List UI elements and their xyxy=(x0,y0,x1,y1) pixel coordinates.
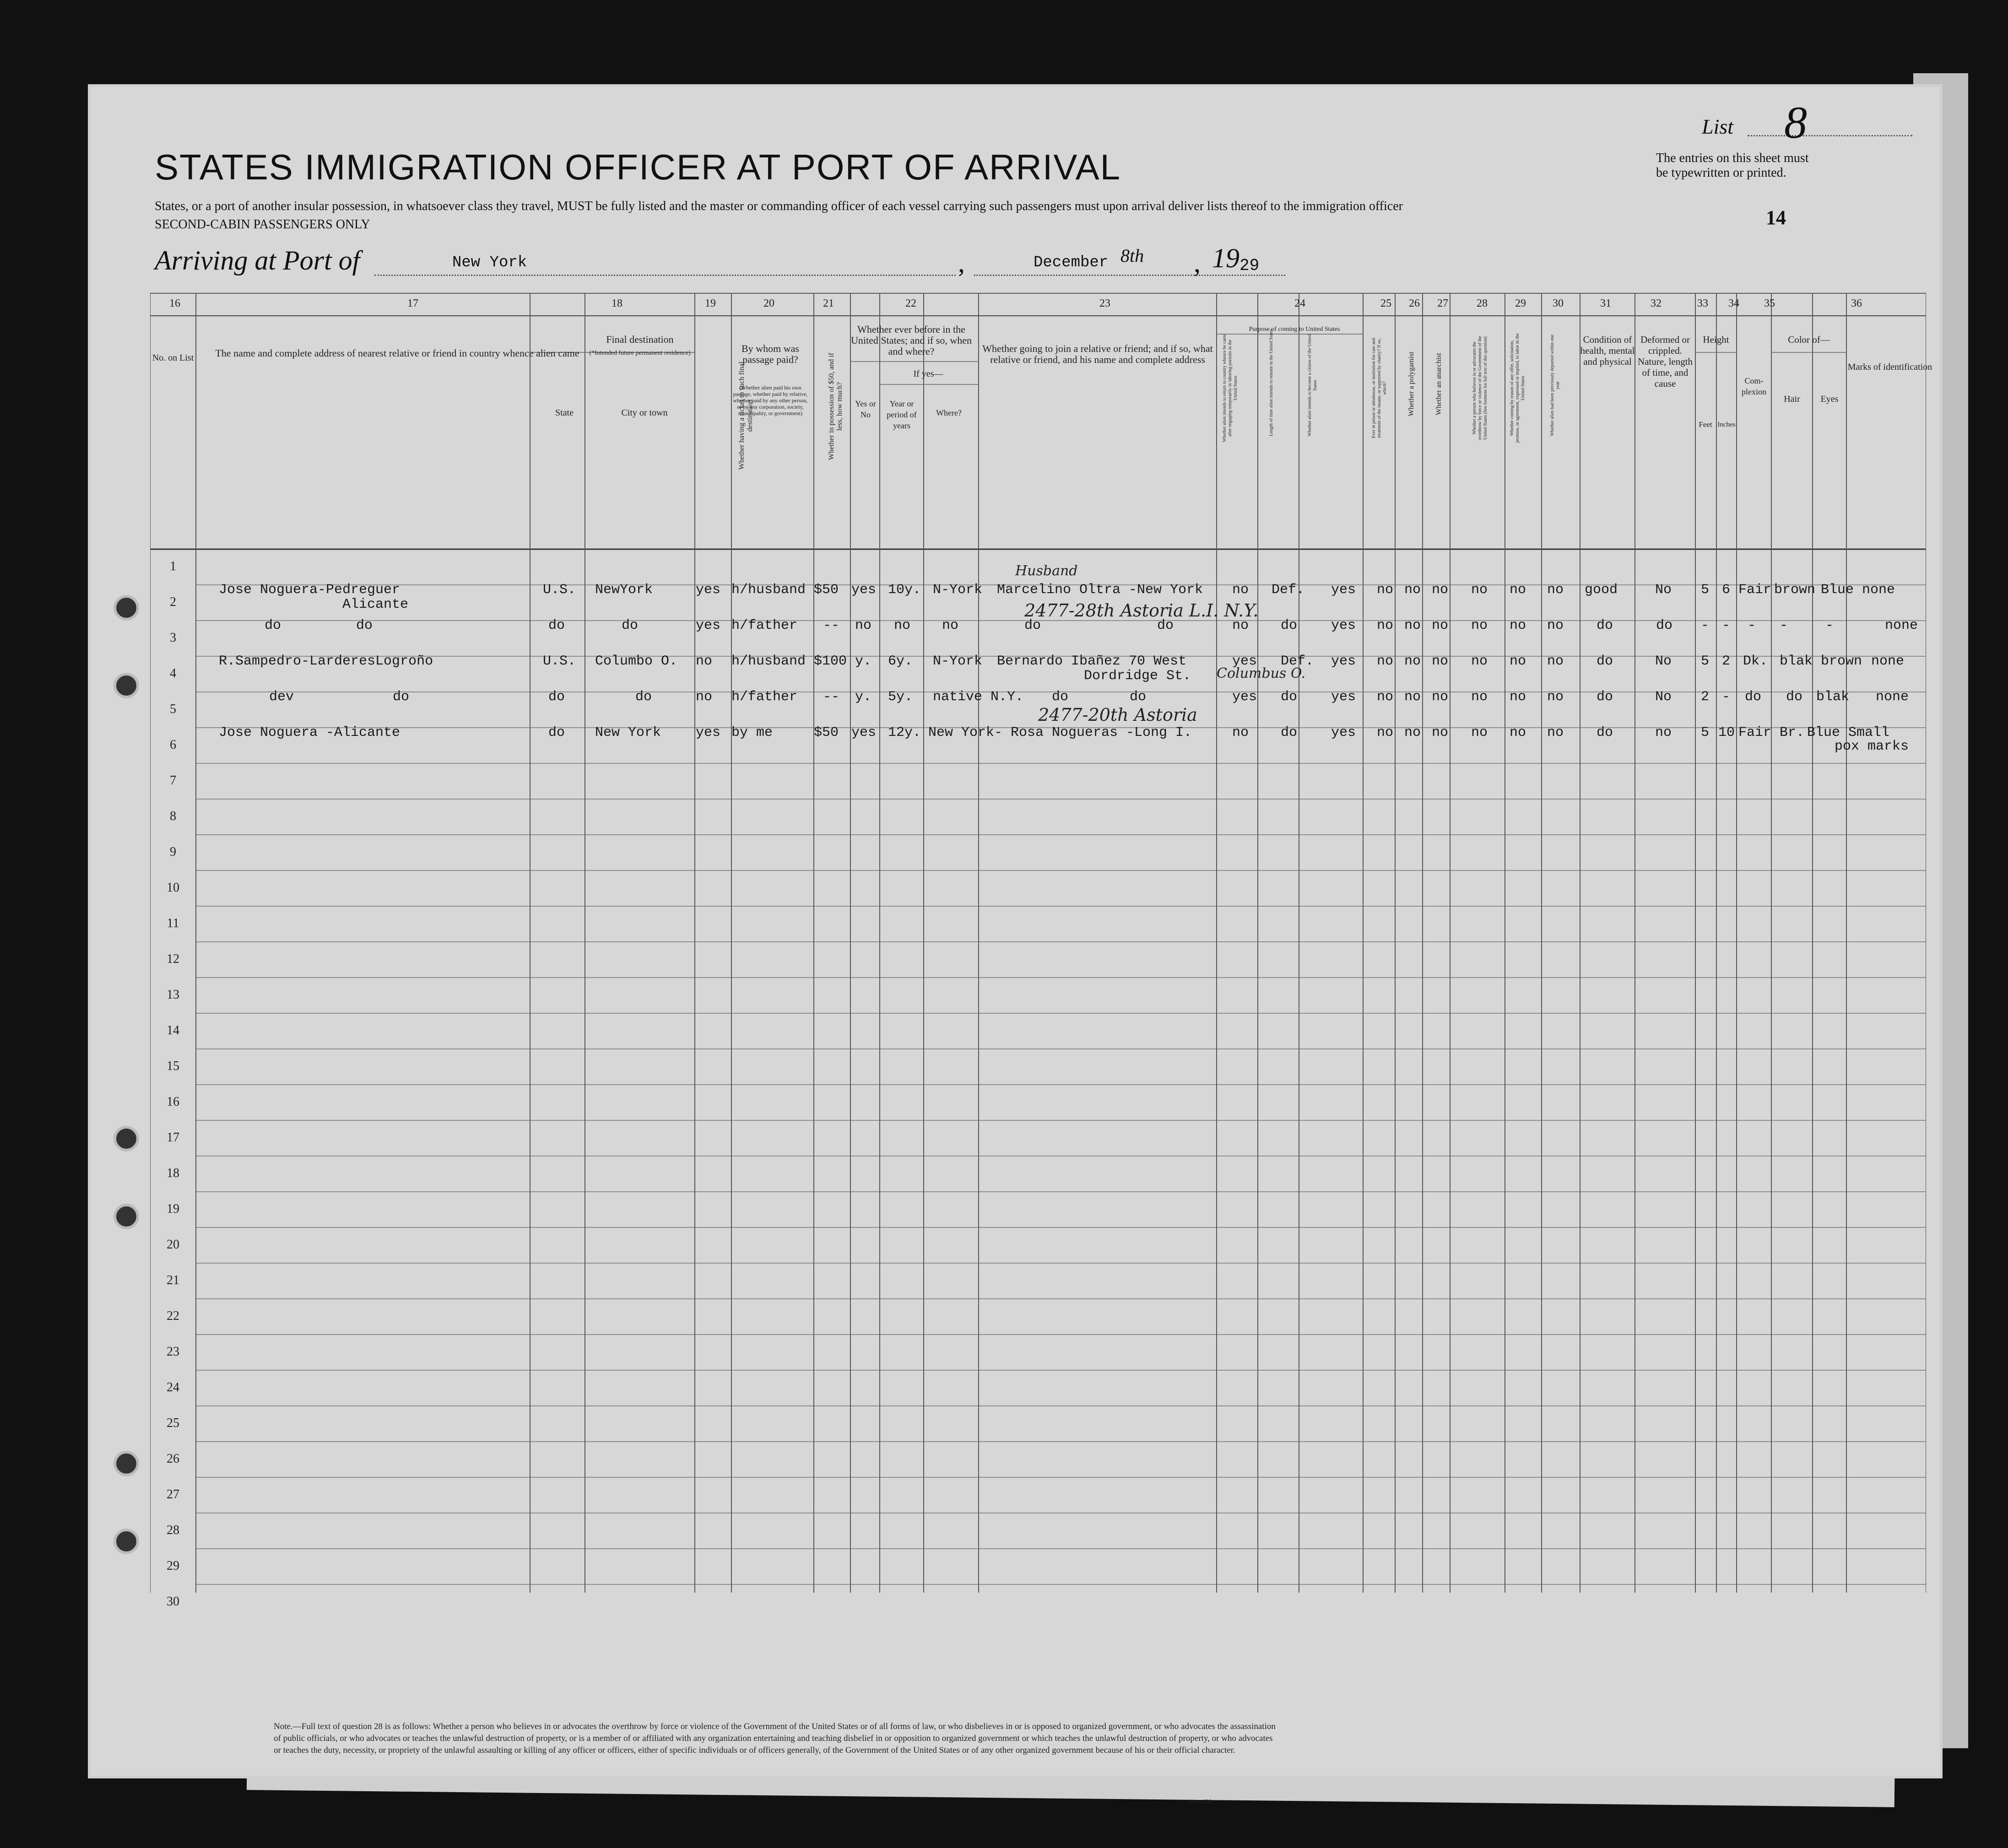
r2-citizen: yes xyxy=(1331,618,1356,633)
r2-q28: no xyxy=(1471,618,1488,633)
list-label: List xyxy=(1702,115,1734,138)
row-number: 25 xyxy=(167,1416,179,1430)
r3-where: N-York xyxy=(933,654,983,669)
header-where: Where? xyxy=(936,408,962,417)
r3-money: $100 xyxy=(814,654,847,669)
r4-inches: - xyxy=(1722,689,1731,705)
r4-q28: no xyxy=(1471,689,1488,705)
row-number: 8 xyxy=(170,809,176,823)
r2-return: no xyxy=(1232,618,1249,633)
r5-city: New York xyxy=(595,725,661,740)
r5-anarchist: no xyxy=(1432,725,1449,740)
binder-hole xyxy=(114,673,139,698)
header-marks: Marks of identification xyxy=(1847,362,1932,372)
row-number: 1 xyxy=(170,559,176,573)
r2-inches: - xyxy=(1722,618,1731,633)
r1-city: NewYork xyxy=(595,582,653,598)
r2-health: do xyxy=(1597,618,1613,633)
header-purpose-citizen: Whether alien intends to become a citizen of the United States xyxy=(1307,334,1318,437)
r4-length: do xyxy=(1281,689,1298,705)
port-underline xyxy=(374,275,956,276)
header-by-whom: By whom was passage paid? xyxy=(741,343,799,365)
r2-eyes: - xyxy=(1825,618,1834,633)
r3-paid: h/husband xyxy=(731,654,806,669)
r2-marks: none xyxy=(1885,618,1918,633)
header-no-on-list: No. on List xyxy=(152,353,194,363)
header-purpose: Purpose of coming to United States xyxy=(1249,326,1340,333)
col-num-27: 27 xyxy=(1437,297,1448,309)
page-title: STATES IMMIGRATION OFFICER AT PORT OF ARRIVAL xyxy=(155,147,1121,187)
header-hair: Hair xyxy=(1784,394,1800,404)
header-deformed: Deformed or crippled. Nature, length of time, and cause xyxy=(1637,334,1693,389)
r1-length: Def. xyxy=(1272,582,1305,598)
row-number: 16 xyxy=(167,1095,179,1109)
r5-q28: no xyxy=(1471,725,1488,740)
r2-hair: - xyxy=(1780,618,1788,633)
r3-relative: R.Sampedro-LarderesLogroño xyxy=(219,654,433,669)
r5-feet: 5 xyxy=(1701,725,1710,740)
col-num-29: 29 xyxy=(1515,297,1526,309)
comma-2: , xyxy=(1194,248,1201,278)
row-number: 26 xyxy=(167,1452,179,1466)
header-purpose-return: Whether alien intends to return to country whence he came after engaging temporarily in laboring pursuits in the United States xyxy=(1222,334,1238,443)
col-num-34: 34 xyxy=(1728,297,1739,309)
row-number: 14 xyxy=(167,1023,179,1037)
r5-paid: by me xyxy=(731,725,773,740)
r2-q29: no xyxy=(1510,618,1526,633)
r5-citizen: yes xyxy=(1331,725,1356,740)
r1-years: 10y. xyxy=(888,582,921,598)
col-num-23: 23 xyxy=(1099,297,1110,309)
header-final-destination: Final destination xyxy=(606,334,674,345)
r5-years: 12y. xyxy=(888,725,921,740)
r5-marks: Small xyxy=(1848,725,1890,740)
header-purpose-length: Length of time alien intends to remain in the United States xyxy=(1269,329,1274,437)
row-number: 24 xyxy=(167,1380,179,1394)
r4-join: do xyxy=(1052,689,1069,705)
year-suffix: 29 xyxy=(1239,256,1260,275)
manifest-sheet xyxy=(91,87,1940,1805)
r1-relative-city: Alicante xyxy=(342,597,409,612)
year-prefix: 19 xyxy=(1212,243,1239,273)
header-state: State xyxy=(555,408,574,418)
r4-deformed: No xyxy=(1655,689,1672,705)
r2-money: -- xyxy=(823,618,840,633)
r5-return: no xyxy=(1232,725,1249,740)
r5-before: yes xyxy=(851,725,877,740)
header-height: Height xyxy=(1703,334,1729,345)
r1-join: Marcelino Oltra -New York xyxy=(997,582,1203,598)
r4-join-2: do xyxy=(1130,689,1147,705)
r3-length: Def. xyxy=(1281,654,1314,669)
r4-citizen: yes xyxy=(1331,689,1356,705)
r5-q29: no xyxy=(1510,725,1526,740)
header-q30: Whether alien had been previously deported within one year xyxy=(1550,335,1560,436)
r1-q28: no xyxy=(1471,582,1488,598)
header-feet: Feet xyxy=(1699,420,1712,429)
r1-paid: h/husband xyxy=(731,582,806,598)
r1-before: yes xyxy=(851,582,877,598)
date-underline xyxy=(974,275,1285,276)
table-grid-lines xyxy=(150,293,1926,1593)
r5-eyes: Blue xyxy=(1807,725,1840,740)
r4-feet: 2 xyxy=(1701,689,1710,705)
r5-polygamist: no xyxy=(1404,725,1421,740)
row-number: 28 xyxy=(167,1523,179,1537)
r4-eyes: blak xyxy=(1816,689,1850,705)
col-num-16: 16 xyxy=(169,297,180,309)
list-underline xyxy=(1748,135,1912,136)
r4-where: native N.Y. xyxy=(933,689,1024,705)
row-number: 11 xyxy=(167,916,179,930)
r2-join-2: do xyxy=(1157,618,1174,633)
row-number: 10 xyxy=(167,881,179,895)
r2-where: no xyxy=(942,618,959,633)
row-number: 23 xyxy=(167,1345,179,1359)
r1-anarchist: no xyxy=(1432,582,1449,598)
date-day: 8th xyxy=(1120,245,1144,266)
comma: , xyxy=(958,248,965,278)
r3-feet: 5 xyxy=(1701,654,1710,669)
r2-paid: h/father xyxy=(731,618,798,633)
col-num-26: 26 xyxy=(1409,297,1420,309)
r5-hair: Br. xyxy=(1780,725,1805,740)
arriving-label: Arriving at Port of xyxy=(155,245,360,276)
header-inches: Inches xyxy=(1717,421,1736,428)
header-year-period: Year or period of years xyxy=(887,399,917,430)
r2-deformed: do xyxy=(1656,618,1673,633)
r2-q30: no xyxy=(1547,618,1564,633)
col-num-25: 25 xyxy=(1380,297,1391,309)
r5-marks-2: pox marks xyxy=(1835,739,1909,754)
col-num-18: 18 xyxy=(612,297,622,309)
header-relative-address: The name and complete address of nearest relative or friend in country whence alien came xyxy=(215,347,579,359)
header-by-whom-note: (Whether alien paid his own passage, whether paid by relative, whether paid by any other person, or by any corporation, society, municipality, or government) xyxy=(733,384,808,416)
col-num-28: 28 xyxy=(1477,297,1488,309)
r5-prison: no xyxy=(1377,725,1394,740)
r5-join: Rosa Nogueras -Long I. xyxy=(1011,725,1192,740)
row-number: 5 xyxy=(170,702,176,716)
r3-citizen: yes xyxy=(1331,654,1356,669)
header-possession-50: Whether in possession of $50, and if less, how much? xyxy=(828,352,844,460)
r2-feet: - xyxy=(1701,618,1710,633)
row-number: 19 xyxy=(167,1202,179,1216)
r3-q30: no xyxy=(1547,654,1564,669)
r1-hair: brown xyxy=(1774,582,1816,598)
footnote-question-28: Note.—Full text of question 28 is as follows: Whether a person who believes in or advocates the overthrow by force or violence of the Government of the United States or of all forms of law, or who disbelieves in or is opposed to organized government, or who advocates the assassination of public officials, or who advocates or teaches the unlawful destruction of property, or is a member of or affiliated with any organization entertaining and teaching disbelief in or opposition to organized government or which teaches the unlawful destruction of property, or who advocates or teaches the duty, necessity, or propriety of the unlawful assaulting or killing of any officer or officers, either of specific individuals or of officers generally, of the Government of the United States or of any other organized government because of his or their official character. xyxy=(274,1722,1276,1755)
binder-hole xyxy=(114,1529,139,1554)
r3-state: U.S. xyxy=(543,654,576,669)
r3-health: do xyxy=(1597,654,1613,669)
r1-q29: no xyxy=(1510,582,1526,598)
date-month: December xyxy=(1034,254,1109,271)
r5-health: do xyxy=(1597,725,1613,740)
r2-polygamist: no xyxy=(1404,618,1421,633)
col-num-21: 21 xyxy=(823,297,834,309)
r5-ticket: yes xyxy=(696,725,721,740)
list-number: 8 xyxy=(1784,97,1807,148)
r4-polygamist: no xyxy=(1404,689,1421,705)
r1-state: U.S. xyxy=(543,582,576,598)
header-color-of: Color of— xyxy=(1788,334,1830,345)
r3-q29: no xyxy=(1510,654,1526,669)
col-num-30: 30 xyxy=(1553,297,1564,309)
r1-money: $50 xyxy=(814,582,839,598)
r3-ticket: no xyxy=(696,654,713,669)
binder-hole xyxy=(114,1204,139,1229)
r4-ticket: no xyxy=(696,689,713,705)
r4-years: 5y. xyxy=(888,689,913,705)
r1-relative: Jose Noguera-Pedreguer xyxy=(219,582,401,598)
r2-relative: do xyxy=(265,618,281,633)
r1-complexion: Fair xyxy=(1738,582,1772,598)
r3-years: 6y. xyxy=(888,654,913,669)
row-number: 30 xyxy=(167,1594,179,1609)
header-anarchist: Whether an anarchist xyxy=(1435,353,1443,415)
r1-marks: none xyxy=(1862,582,1895,598)
r5-q30: no xyxy=(1547,725,1564,740)
r4-before: y. xyxy=(855,689,872,705)
r1-q30: no xyxy=(1547,582,1564,598)
header-q29: Whether coming by reason of any offer, solicitation, promise, or agreement, expressed or implied, to labor in the United States xyxy=(1510,333,1526,443)
r2-anarchist: no xyxy=(1432,618,1449,633)
r4-health: do xyxy=(1597,689,1613,705)
header-final-destination-note: (*Intended future permanent residence) xyxy=(589,350,691,357)
header-complexion: Com-plexion xyxy=(1742,376,1766,396)
r5-deformed: no xyxy=(1655,725,1672,740)
r5-length: do xyxy=(1281,725,1298,740)
col-num-31: 31 xyxy=(1600,297,1611,309)
r1-prison: no xyxy=(1377,582,1394,598)
row-number: 9 xyxy=(170,845,176,859)
entries-note-2: be typewritten or printed. xyxy=(1656,166,1786,180)
binder-hole xyxy=(114,1126,139,1151)
row-number: 21 xyxy=(167,1273,179,1287)
header-if-yes: If yes— xyxy=(913,369,943,379)
r2-state: do xyxy=(548,618,565,633)
header-join-relative: Whether going to join a relative or friend; and if so, what relative or friend, and his name and complete address xyxy=(982,343,1213,365)
r2-before: no xyxy=(855,618,872,633)
r5-state: do xyxy=(548,725,565,740)
r3-before: y. xyxy=(855,654,872,669)
r3-inches: 2 xyxy=(1722,654,1731,669)
row-number: 29 xyxy=(167,1559,179,1573)
row-number: 3 xyxy=(170,631,176,645)
row-number: 2 xyxy=(170,595,176,609)
r4-complexion: do xyxy=(1745,689,1762,705)
row-number: 13 xyxy=(167,988,179,1002)
r1-deformed: No xyxy=(1655,582,1672,598)
r4-q29: no xyxy=(1510,689,1526,705)
r2-years: no xyxy=(894,618,911,633)
header-ticket: Whether having a ticket to such final destination xyxy=(738,361,754,470)
r5-where: New York- xyxy=(928,725,1003,740)
col-num-22: 22 xyxy=(905,297,916,309)
r5-money: $50 xyxy=(814,725,839,740)
header-condition: Condition of health, mental and physical xyxy=(1580,334,1635,367)
r4-q30: no xyxy=(1547,689,1564,705)
r1-where: N-York xyxy=(933,582,983,598)
r1-polygamist: no xyxy=(1404,582,1421,598)
r1-return: no xyxy=(1232,582,1249,598)
r2-relative-city: do xyxy=(356,618,373,633)
r3-polygamist: no xyxy=(1404,654,1421,669)
col-num-33: 33 xyxy=(1697,297,1708,309)
r3-hair: blak xyxy=(1780,654,1813,669)
r5-join-address: 2477-20th Astoria xyxy=(1038,705,1197,725)
r4-anarchist: no xyxy=(1432,689,1449,705)
r2-ticket: yes xyxy=(696,618,721,633)
r2-city: do xyxy=(622,618,639,633)
port-value: New York xyxy=(452,254,527,271)
r4-relative: dev xyxy=(269,689,294,705)
row-number: 27 xyxy=(167,1487,179,1502)
r4-relative-city: do xyxy=(393,689,410,705)
header-eyes: Eyes xyxy=(1820,394,1839,404)
r2-join: do xyxy=(1024,618,1041,633)
r2-prison: no xyxy=(1377,618,1394,633)
header-ever-before: Whether ever before in the United States; and if so, when and where? xyxy=(851,324,972,357)
r4-paid: h/father xyxy=(731,689,798,705)
header-city: City or town xyxy=(621,408,668,418)
col-num-24: 24 xyxy=(1294,297,1305,309)
col-num-20: 20 xyxy=(763,297,774,309)
r1-feet: 5 xyxy=(1701,582,1710,598)
row-number: 17 xyxy=(167,1130,179,1145)
r3-marks: none xyxy=(1871,654,1905,669)
col-num-32: 32 xyxy=(1651,297,1662,309)
subtitle-line-1: States, or a port of another insular possession, in whatsoever class they travel, MUST be fully listed and the master or commanding officer of each vessel carrying such passengers must upon arrival deliver lists thereof to the immigration officer xyxy=(155,199,1403,213)
r5-complexion: Fair xyxy=(1738,725,1772,740)
entries-note-1: The entries on this sheet must xyxy=(1656,151,1809,165)
r4-city: do xyxy=(635,689,652,705)
subtitle-line-2: SECOND-CABIN PASSENGERS ONLY xyxy=(155,217,370,232)
header-yes-or-no: Yes or No xyxy=(855,399,876,419)
row-number: 12 xyxy=(167,952,179,966)
r3-anarchist: no xyxy=(1432,654,1449,669)
r3-join: Bernardo Ibañez 70 West xyxy=(997,654,1187,669)
row-number: 22 xyxy=(167,1309,179,1323)
form-number: 14—430 xyxy=(1189,1799,1212,1805)
r4-state: do xyxy=(548,689,565,705)
row-number: 4 xyxy=(170,666,176,681)
r3-deformed: No xyxy=(1655,654,1672,669)
binder-hole xyxy=(114,595,139,621)
r5-relative: Jose Noguera -Alicante xyxy=(219,725,401,740)
r1-citizen: yes xyxy=(1331,582,1356,598)
r1-eyes: Blue xyxy=(1821,582,1854,598)
sheet-number: 14 xyxy=(1766,206,1786,229)
col-num-35: 35 xyxy=(1764,297,1775,309)
r3-city: Columbo O. xyxy=(595,654,678,669)
r4-return: yes xyxy=(1232,689,1257,705)
r1-join-note: Husband xyxy=(1015,563,1078,579)
binder-hole xyxy=(114,1451,139,1476)
col-num-17: 17 xyxy=(407,297,418,309)
header-polygamist: Whether a polygamist xyxy=(1407,351,1415,416)
r3-eyes: brown xyxy=(1821,654,1862,669)
header-q28: Whether a person who believes in or advocates the overthrow by force or violence of the Government of the United States (See footnote for full text of this question) xyxy=(1472,336,1488,440)
col-num-19: 19 xyxy=(705,297,716,309)
r4-marks: none xyxy=(1876,689,1909,705)
r3-complexion: Dk. xyxy=(1743,654,1768,669)
r2-length: do xyxy=(1281,618,1298,633)
header-prison: Ever in prison or almshouse, or institution for care and treatment of the insane, or supported by charity? If so, which? xyxy=(1371,338,1387,438)
r3-join-line-2: Dordridge St. xyxy=(1084,668,1191,684)
r3-return: yes xyxy=(1232,654,1257,669)
row-number: 6 xyxy=(170,738,176,752)
r1-health: good xyxy=(1585,582,1618,598)
r3-join-city: Columbus O. xyxy=(1217,665,1306,681)
row-number: 7 xyxy=(170,773,176,788)
row-number: 18 xyxy=(167,1166,179,1180)
row-number: 20 xyxy=(167,1237,179,1252)
manifest-table xyxy=(150,293,1932,1609)
r2-complexion: - xyxy=(1748,618,1756,633)
r5-inches: 10 xyxy=(1718,725,1735,740)
r3-q28: no xyxy=(1471,654,1488,669)
r3-prison: no xyxy=(1377,654,1394,669)
r4-prison: no xyxy=(1377,689,1394,705)
r1-join-address: 2477-28th Astoria L.I. N.Y. xyxy=(1024,600,1259,621)
r4-money: -- xyxy=(823,689,840,705)
row-number: 15 xyxy=(167,1059,179,1073)
r1-inches: 6 xyxy=(1722,582,1731,598)
r1-ticket: yes xyxy=(696,582,721,598)
r4-hair: do xyxy=(1786,689,1803,705)
col-num-36: 36 xyxy=(1851,297,1862,309)
